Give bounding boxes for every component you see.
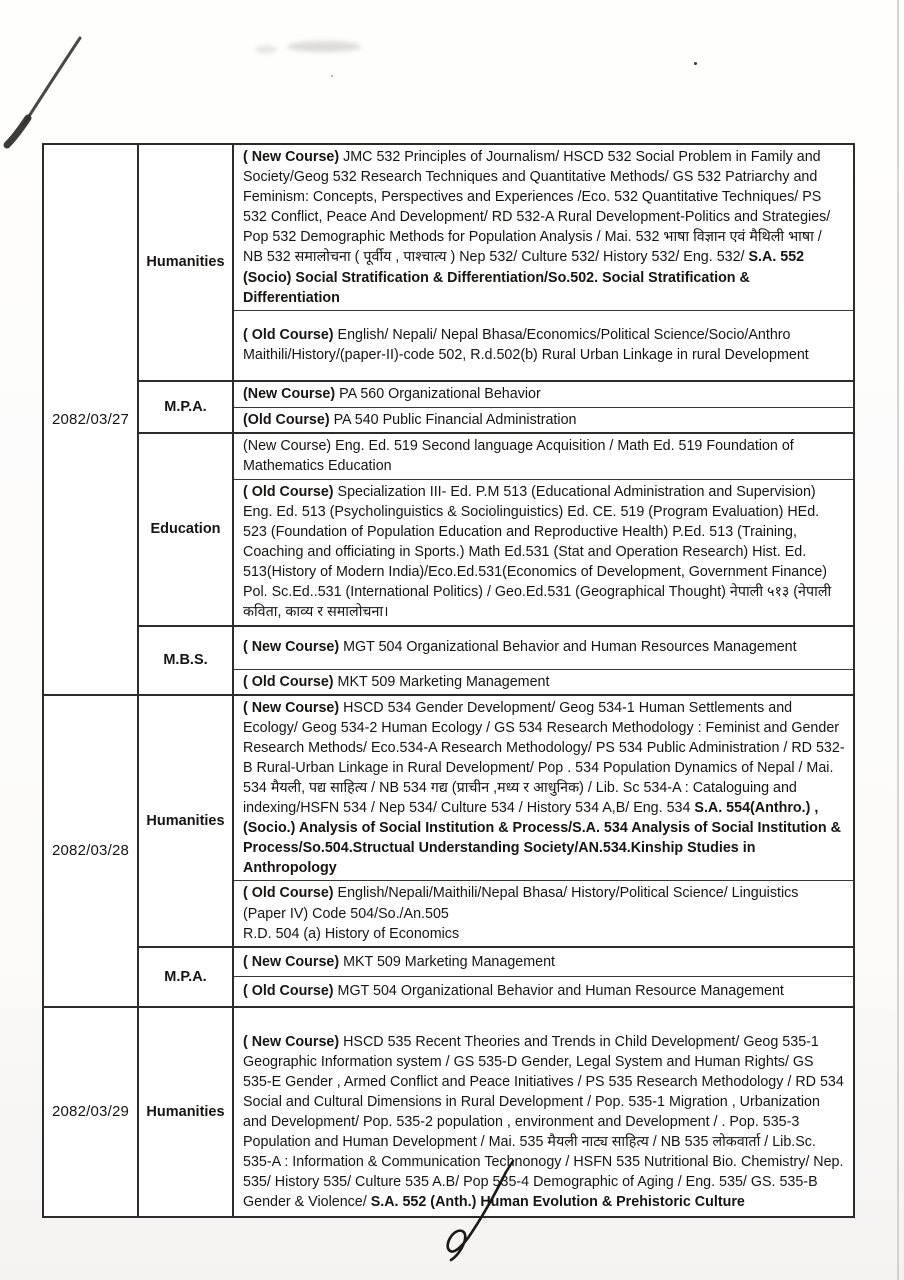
date-cell: 2082/03/28 [44,696,139,1006]
course-list-text: MKT 509 Marketing Management [337,673,550,690]
course-list-text: HSCD 535 Recent Theories and Trends in Child Development/ Geog 535-1 Geographic Information system / GS 535-D Gender, Legal System and Human Rights/ GS 535-E Gender , Armed Conflict and Peace Initiatives / PS 535 Research Methodology / RD 534 Social and Cultural Dimensions in Rural Development / Pop. 535-1 Migration , Urbanization and Development/ Pop. 535-2 population , environment and Development / . Pop. 535-3 Population and Human Development / Mai. 535 मैयली नाट्य साहित्य / NB 535 लोकवार्ता / Lib.Sc. 535-A : Information & Communication Technonogy / HSFN 535 Nutritional Bio. Chemistry/ Nep. 535/ History 535/ Culture 535 A.B/ Pop 535-4 Demographic of Aging / Eng. 535/ GS. 535-B Gender & Violence/ [243,1033,844,1211]
course-list-text: English/Nepali/Maithili/Nepal Bhasa/ History/Political Science/ Linguistics (Paper IV) Code 504/So./An.505 [243,885,799,922]
date-section [44,694,853,1006]
course-type-label: ( Old Course) [243,673,338,690]
date-section [44,145,853,694]
course-row [234,880,853,945]
course-text [243,482,845,623]
course-text [243,436,845,476]
faint-smudge [287,41,361,52]
course-list-text: Specialization III- Ed. P.M 513 (Educational Administration and Supervision) Eng. Ed. 513 (Psycholinguistics & Sociolinguistics) Ed. CE. 519 (Program Evaluation) HEd. 523 (Foundation of Population Education and Reproductive Health) P.Ed. 513 (Training, Coaching and officiating in Sports.) Math Ed.531 (Stat and Operation Research) Hist. Ed. 513(History of Modern India)/Eco.Ed.531(Economics of Development, Government Finance) Pol. Sc.Ed..531 (International Politics) / Geo.Ed.531 (Geographical Thought) नेपाली ५१३ (नेपाली कविता, काव्य र समालोचना। [243,483,832,621]
course-type-label: ( New Course) [243,1033,344,1050]
course-row [234,479,853,625]
course-row [234,310,853,380]
program-group [139,432,853,625]
course-text [243,981,784,1001]
program-label: M.B.S. [139,627,234,694]
ink-speck [694,62,697,65]
course-text [243,952,555,972]
course-list-text: PA 540 Public Financial Administration [333,411,577,428]
course-row [234,407,853,432]
course-rows [234,434,853,625]
scan-page-edge [897,0,899,1280]
course-list-text: English/ Nepali/ Nepal Bhasa/Economics/Political Science/Socio/Anthro Maithili/History/(paper-II)-code 502, R.d.502(b) Rural Urban Linkage in rural Development [243,327,809,364]
course-text [243,698,845,879]
course-rows [234,145,853,380]
date-cell: 2082/03/29 [44,1008,139,1216]
course-text [243,637,797,657]
course-text [243,147,845,308]
program-label: Humanities [139,696,234,946]
date-cell: 2082/03/27 [44,145,139,694]
course-row [234,948,853,976]
diagonal-pen-stroke [2,32,92,150]
course-row [234,145,853,310]
course-rows [234,696,853,946]
handwritten-signature [420,1158,530,1273]
course-list-text: MGT 504 Organizational Behavior and Human Resources Management [343,639,797,656]
course-type-label: ( Old Course) [243,885,338,902]
course-row [234,1008,853,1216]
program-group [139,380,853,432]
course-row [234,627,853,669]
program-group [139,145,853,380]
course-type-label: ( Old Course) [243,983,338,1000]
course-list-text: HSCD 534 Gender Development/ Geog 534-1 Human Settlements and Ecology/ Geog 534-2 Human Ecology / GS 534 Research Methodology : Feminist and Gender Research Methods/ Eco.534-A Research Methodology/ PS 534 Public Administration / RD 532-B Rural-Urban Linkage in Rural Development/ Pop . 534 Population Dynamics of Nepal / Mai. 534 मैयली, पद्य साहित्य / NB 534 गद्य (प्राचीन ,मध्य र आधुनिक) / Lib. Sc 534-A : Cataloguing and indexing/HSFN 534 / Nep 534/ Culture 534 / History 534 A,B/ Eng. 534 [243,699,845,817]
program-label: M.P.A. [139,382,234,432]
faint-smudge [255,46,277,53]
course-type-label: (New Course) [243,385,340,402]
program-group [139,946,853,1006]
course-type-label: ( Old Course) [243,327,338,344]
course-text [243,384,541,404]
course-rows [234,382,853,432]
course-type-label: (Old Course) [243,411,334,428]
program-label: Humanities [139,145,234,380]
course-row [234,696,853,881]
course-type-label: S.A. 554(Anthro.) ,(Socio.) Analysis of Social Institution & Process/S.A. 534 Analysis of Social Institution & Process/So.504.Structual Understanding Society/AN.534.Kinship Studies in Anthropology [243,800,841,877]
course-list-text: JMC 532 Principles of Journalism/ HSCD 532 Social Problem in Family and Society/Geog 532 Research Techniques and Quantitative Methods/ GS 532 Patriarchy and Feminism: Concepts, Perspectives and Experiences /Eco. 532 Quantitative Techniques/ PS 532 Conflict, Peace And Development/ RD 532-A Rural Development-Politics and Strategies/ Pop 532 Demographic Methods for Population Analysis / Mai. 532 भाषा विज्ञान एवं मैथिली भाषा / NB 532 समालोचना ( पूर्वीय , पाश्चात्य ) Nep 532/ Culture 532/ History 532/ Eng. 532/ [243,149,831,266]
course-list-text: MKT 509 Marketing Management [343,953,556,970]
course-text [243,410,576,430]
course-rows [234,627,853,694]
course-text [243,1032,845,1213]
program-groups [139,145,853,694]
course-list-text: PA 560 Organizational Behavior [339,385,541,402]
course-rows [234,948,853,1006]
program-group [139,625,853,694]
course-list-text: (New Course) Eng. Ed. 519 Second language Acquisition / Math Ed. 519 Foundation of Mathematics Education [243,437,794,474]
course-type-label: ( New Course) [243,699,344,716]
program-label: M.P.A. [139,948,234,1006]
course-list-text: MGT 504 Organizational Behavior and Human Resource Management [337,983,784,1000]
course-type-label: ( Old Course) [243,483,338,500]
course-type-label: ( New Course) [243,639,344,656]
course-type-label: ( New Course) [243,149,344,165]
course-row [234,434,853,479]
course-row [234,976,853,1006]
program-label: Education [139,434,234,625]
program-group [139,696,853,946]
course-text [243,325,845,365]
course-list-text: R.D. 504 (a) History of Economics [243,925,460,942]
course-text [243,883,845,943]
exam-schedule-table [42,143,855,1218]
course-text [243,672,549,692]
ink-speck [331,75,333,77]
course-row [234,669,853,694]
course-rows [234,1008,853,1216]
course-type-label: ( New Course) [243,953,344,970]
course-type-label: S.A. 552 (Anth.) Human Evolution & Prehistoric Culture [370,1194,745,1211]
course-row [234,382,853,407]
program-label: Humanities [139,1008,234,1216]
program-groups [139,696,853,1006]
course-type-label: S.A. 552 (Socio) Social Stratification & Differentiation/So.502. Social Stratification & Differentiation [243,249,805,306]
